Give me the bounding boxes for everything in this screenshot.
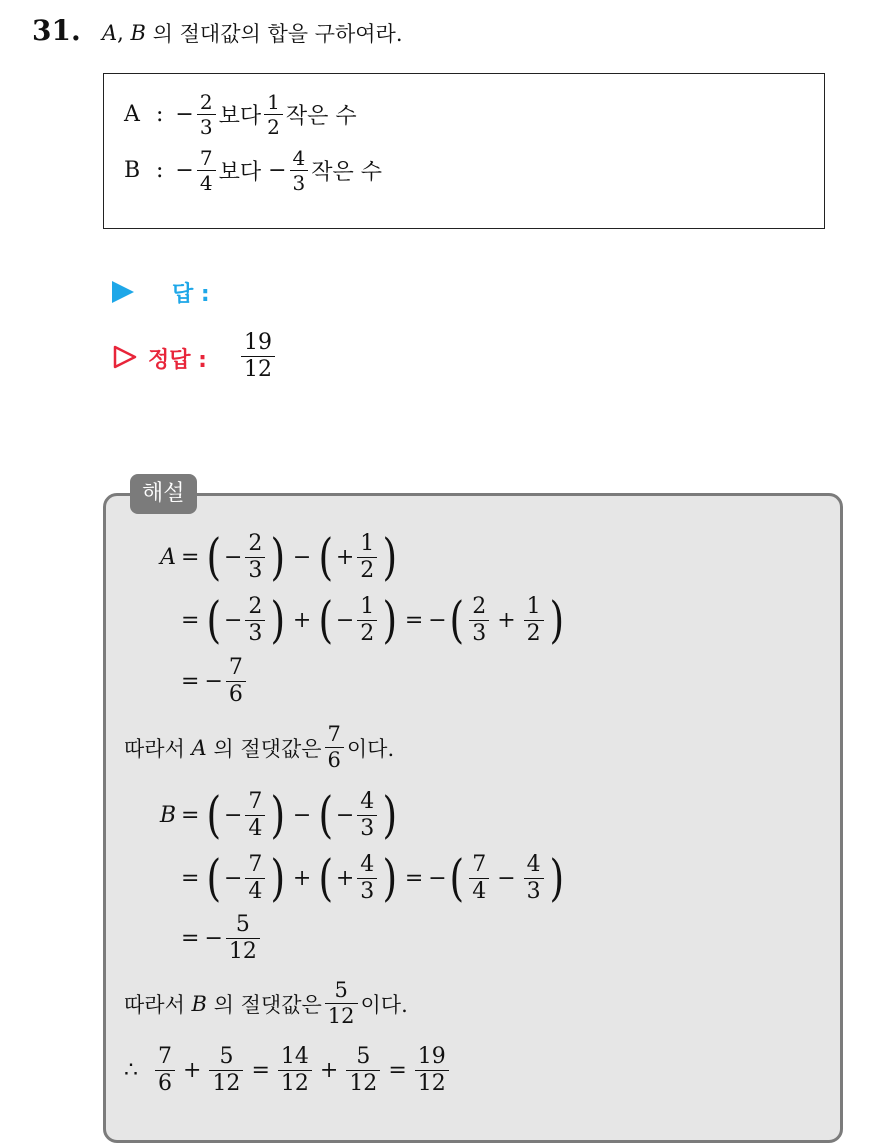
minus-operator: − (497, 865, 516, 891)
minus-sign: − (223, 865, 243, 891)
fraction (245, 593, 265, 646)
a-var: A (160, 544, 176, 570)
condition-a-fraction-1 (197, 92, 216, 137)
left-paren: ( (206, 786, 222, 844)
left-paren: ( (206, 849, 222, 907)
fraction (357, 788, 377, 841)
denominator: 3 (197, 114, 216, 137)
plus-sign: + (335, 544, 355, 570)
condition-b-than: 보다 (218, 160, 262, 185)
answer-arrow-icon (112, 281, 134, 303)
a-calc-line-1 (136, 528, 400, 586)
correct-answer-value (238, 332, 278, 381)
minus-operator: − (292, 544, 312, 570)
numerator: 5 (235, 912, 250, 937)
correct-answer-arrow-icon (112, 344, 138, 370)
right-paren: ) (270, 591, 286, 649)
condition-a-label: A (124, 102, 140, 127)
numerator: 7 (327, 722, 341, 746)
denominator: 12 (278, 1070, 312, 1095)
denominator: 12 (226, 938, 260, 963)
minus-sign: − (428, 607, 447, 633)
fraction (325, 724, 344, 771)
denominator: 4 (245, 815, 265, 840)
denominator: 2 (357, 557, 377, 582)
b-conclusion (124, 980, 408, 1027)
conclusion-pre: 따라서 (124, 736, 185, 761)
correct-answer-fraction (241, 332, 275, 381)
denominator: 12 (346, 1070, 380, 1095)
equals-sign: = (181, 865, 200, 891)
denominator: 12 (241, 356, 275, 381)
numerator: 1 (360, 593, 375, 619)
numerator: 7 (472, 851, 487, 877)
right-paren: ) (382, 849, 398, 907)
fraction (357, 851, 377, 904)
fraction (469, 851, 489, 904)
denominator: 3 (469, 620, 489, 645)
right-paren: ) (382, 786, 398, 844)
fraction (226, 657, 246, 706)
denominator: 2 (357, 620, 377, 645)
numerator: 7 (199, 146, 213, 170)
question-var-a: A (102, 21, 118, 45)
numerator: 5 (334, 978, 348, 1002)
right-paren: ) (382, 591, 398, 649)
numerator: 7 (248, 788, 263, 814)
numerator: 19 (417, 1044, 446, 1069)
plus-operator: + (319, 1058, 339, 1083)
denominator: 6 (325, 747, 344, 771)
condition-b (124, 148, 382, 193)
minus-sign: − (428, 865, 447, 891)
denominator: 6 (155, 1070, 175, 1095)
minus-sign: − (204, 926, 223, 951)
condition-colon: : (156, 102, 164, 127)
numerator: 7 (248, 851, 263, 877)
fraction (346, 1046, 380, 1095)
condition-a-than: 보다 (218, 104, 262, 129)
b-calc-line-2 (136, 849, 566, 907)
fraction (357, 530, 377, 583)
numerator: 7 (228, 655, 243, 680)
equals-sign: = (404, 865, 424, 891)
numerator: 14 (280, 1044, 309, 1069)
question-comma: , (117, 21, 124, 45)
right-paren: ) (382, 528, 398, 586)
fraction (524, 851, 544, 904)
denominator: 12 (325, 1003, 358, 1027)
fraction (524, 593, 544, 646)
right-paren: ) (549, 849, 564, 907)
fraction (245, 851, 265, 904)
condition-b-label: B (124, 158, 141, 183)
numerator: 2 (199, 90, 213, 114)
explanation-tab: 해설 (130, 474, 197, 514)
minus-sign: − (335, 802, 355, 828)
minus-sign: − (223, 544, 243, 570)
denominator: 4 (197, 170, 216, 193)
conclusion-post: 이다. (346, 736, 395, 761)
equals-sign: = (251, 1058, 270, 1083)
denominator: 2 (524, 620, 544, 645)
numerator: 4 (526, 851, 541, 877)
numerator: 1 (526, 593, 541, 619)
fraction (226, 914, 260, 963)
numerator: 2 (248, 593, 263, 619)
fraction (469, 593, 489, 646)
b-var: B (159, 802, 176, 828)
fraction (209, 1046, 243, 1095)
numerator: 2 (472, 593, 487, 619)
question-body: 의 절대값의 합을 구하여라. (152, 22, 403, 46)
plus-operator: + (292, 865, 312, 891)
denominator: 12 (415, 1070, 449, 1095)
condition-a (124, 92, 357, 137)
condition-b-fraction-2 (290, 148, 309, 193)
right-paren: ) (270, 528, 286, 586)
therefore-symbol: ∴ (124, 1058, 138, 1083)
answer-label: 답 : (172, 282, 210, 307)
condition-a-fraction-2 (264, 92, 283, 137)
fraction (245, 788, 265, 841)
numerator: 7 (158, 1044, 172, 1069)
numerator: 4 (292, 146, 306, 170)
conclusion-post: 이다. (360, 992, 408, 1017)
condition-b-sign: − (175, 158, 194, 183)
fraction (245, 530, 265, 583)
b-calc-line-1 (136, 786, 400, 844)
right-paren: ) (549, 591, 564, 649)
numerator: 2 (248, 530, 263, 556)
minus-sign: − (223, 607, 243, 633)
question-var-b: B (130, 21, 146, 45)
equals-sign: = (181, 544, 200, 570)
a-calc-line-3 (136, 657, 249, 706)
b-calc-line-3 (136, 914, 263, 963)
numerator: 4 (360, 851, 375, 877)
plus-operator: + (292, 607, 312, 633)
denominator: 6 (226, 681, 246, 706)
condition-b-sign-2: − (268, 158, 287, 183)
condition-a-less: 작은 수 (285, 104, 357, 129)
equals-sign: = (181, 802, 200, 828)
left-paren: ( (318, 528, 334, 586)
denominator: 3 (357, 815, 377, 840)
right-paren: ) (270, 849, 286, 907)
left-paren: ( (318, 849, 334, 907)
equals-sign: = (181, 926, 200, 951)
minus-sign: − (204, 669, 223, 694)
plus-operator: + (183, 1058, 202, 1083)
condition-b-fraction-1 (197, 148, 216, 193)
question-text (102, 18, 403, 48)
conditions-box (103, 73, 825, 229)
plus-sign: + (335, 865, 355, 891)
numerator: 4 (360, 788, 375, 814)
minus-sign: − (223, 802, 243, 828)
condition-colon: : (156, 158, 164, 183)
fraction (278, 1046, 312, 1095)
left-paren: ( (449, 591, 464, 649)
denominator: 4 (245, 878, 265, 903)
denominator: 4 (469, 878, 489, 903)
left-paren: ( (318, 591, 334, 649)
final-calc-line (124, 1046, 452, 1095)
equals-sign: = (181, 669, 200, 694)
denominator: 2 (264, 114, 283, 137)
fraction (155, 1046, 175, 1095)
fraction (415, 1046, 449, 1095)
fraction (357, 593, 377, 646)
left-paren: ( (449, 849, 464, 907)
minus-operator: − (292, 802, 312, 828)
denominator: 3 (245, 620, 265, 645)
numerator: 1 (267, 90, 280, 114)
numerator: 5 (219, 1044, 234, 1069)
condition-a-sign: − (175, 102, 194, 127)
minus-sign: − (335, 607, 355, 633)
conclusion-var: B (191, 991, 207, 1016)
left-paren: ( (206, 591, 222, 649)
right-paren: ) (270, 786, 286, 844)
conclusion-pre: 따라서 (124, 992, 185, 1017)
denominator: 3 (524, 878, 544, 903)
left-paren: ( (318, 786, 334, 844)
fraction (325, 980, 358, 1027)
equals-sign: = (181, 607, 200, 633)
conclusion-var: A (191, 735, 207, 760)
a-conclusion (124, 724, 394, 771)
numerator: 1 (360, 530, 375, 556)
question-number: 31. (32, 14, 81, 47)
plus-operator: + (497, 607, 516, 633)
left-paren: ( (206, 528, 222, 586)
denominator: 3 (290, 170, 309, 193)
conclusion-mid: 의 절댓값은 (213, 992, 322, 1017)
condition-b-less: 작은 수 (311, 160, 383, 185)
a-calc-line-2 (136, 591, 566, 649)
equals-sign: = (404, 607, 424, 633)
equals-sign: = (388, 1058, 407, 1083)
numerator: 5 (356, 1044, 371, 1069)
denominator: 12 (209, 1070, 243, 1095)
conclusion-mid: 의 절댓값은 (213, 736, 322, 761)
numerator: 19 (244, 330, 272, 355)
correct-answer-label: 정답 : (148, 348, 207, 373)
denominator: 3 (245, 557, 265, 582)
denominator: 3 (357, 878, 377, 903)
